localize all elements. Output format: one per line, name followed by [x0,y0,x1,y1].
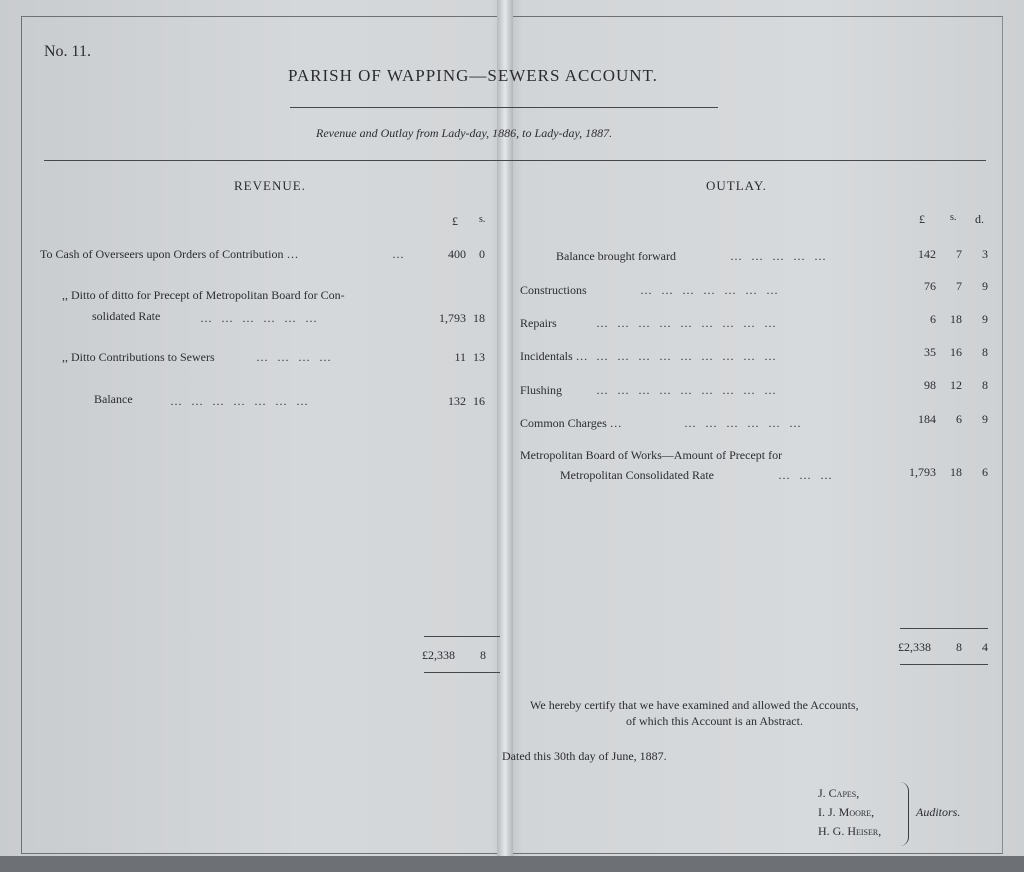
revenue-total-rule-bottom [424,672,500,673]
revenue-row-2-label-cont: solidated Rate [92,309,161,323]
outlay-row-2-pence: 9 [982,279,988,293]
certification-line-1: We hereby certify that we have examined and allowed the Accounts, [530,698,859,712]
outlay-row-7-pounds: 1,793 [909,465,936,479]
outlay-row-5-pounds: 98 [924,378,936,392]
outlay-row-1-shillings: 7 [956,247,962,261]
outlay-row-1-pence: 3 [982,247,988,261]
outlay-row-3-shillings: 18 [950,312,962,326]
outlay-row-7-shillings: 18 [950,465,962,479]
auditor-name-3: H. G. Heiser, [818,824,882,838]
outlay-row-6-pence: 9 [982,412,988,426]
outlay-row-5-pence: 8 [982,378,988,392]
outlay-row-5-shillings: 12 [950,378,962,392]
leader-dots: … … … … … [730,249,829,263]
revenue-col-shillings: s. [479,214,486,225]
revenue-row-3-label: ,, Ditto Contributions to Sewers [62,350,215,364]
outlay-row-3-pounds: 6 [930,312,936,326]
revenue-row-2-shillings: 18 [473,311,485,325]
outlay-col-pence: d. [975,212,984,226]
dated-line: Dated this 30th day of June, 1887. [502,749,667,763]
leader-dots: … … … … … … [684,416,804,430]
revenue-row-3-shillings: 13 [473,350,485,364]
leader-dots: … … … … … … … … … [596,349,779,363]
outlay-row-4-shillings: 16 [950,345,962,359]
revenue-row-3-pounds: 11 [454,350,466,364]
outlay-row-1-pounds: 142 [918,247,936,261]
revenue-row-1-label: To Cash of Overseers upon Orders of Contribution … [40,247,299,261]
leader-dots: … … … … … … … … … [596,383,779,397]
outlay-row-3-pence: 9 [982,312,988,326]
document-number: No. 11. [44,43,91,60]
outlay-row-4-pounds: 35 [924,345,936,359]
outlay-row-2-pounds: 76 [924,279,936,293]
header-rule [44,160,986,161]
revenue-row-4-shillings: 16 [473,394,485,408]
revenue-col-pounds: £ [452,214,458,228]
outlay-total-shillings: 8 [956,640,962,654]
revenue-row-4-label: Balance [94,392,133,406]
leader-dots: … … … [778,468,835,482]
outlay-row-2-shillings: 7 [956,279,962,293]
auditor-name-1: J. Capes, [818,786,860,800]
outlay-heading: OUTLAY. [706,178,767,193]
outlay-row-7-label-cont: Metropolitan Consolidated Rate [560,468,714,482]
auditor-name-2: I. J. Moore, [818,805,875,819]
outlay-row-7-label: Metropolitan Board of Works—Amount of Precept for [520,448,783,462]
leader-dots: … … … … … … … [640,283,781,297]
title-rule [290,107,718,108]
leader-dots: … … … … [256,350,334,364]
revenue-heading: REVENUE. [234,178,306,193]
revenue-row-1-shillings: 0 [479,247,485,261]
outlay-total-rule-top [900,628,988,629]
revenue-row-2-label: ,, Ditto of ditto for Precept of Metropolitan Board for Con- [62,288,345,302]
outlay-row-2-label: Constructions [520,283,587,297]
outlay-total-pence: 4 [982,640,988,654]
outlay-row-5-label: Flushing [520,383,563,397]
revenue-total-rule-top [424,636,500,637]
page-edge-shadow [0,856,1024,872]
outlay-total-rule-bottom [900,664,988,665]
auditors-brace [900,782,909,846]
outlay-row-4-label: Incidentals … [520,349,588,363]
outlay-row-1-label: Balance brought forward [556,249,676,263]
outlay-row-4-pence: 8 [982,345,988,359]
revenue-total-pounds: £2,338 [422,648,455,662]
revenue-total-shillings: 8 [480,648,486,662]
outlay-row-6-pounds: 184 [918,412,936,426]
leader-dots: … … … … … … … [170,394,311,408]
leader-dots: … … … … … … … … … [596,316,779,330]
revenue-row-2-pounds: 1,793 [439,311,466,325]
outlay-row-3-label: Repairs [520,316,557,330]
page-subtitle: Revenue and Outlay from Lady-day, 1886, to Lady-day, 1887. [316,126,613,140]
outlay-row-6-label: Common Charges … [520,416,622,430]
outlay-col-pounds: £ [919,212,925,226]
leader-dots: … [392,247,407,261]
certification-line-2: of which this Account is an Abstract. [626,714,803,728]
outlay-row-7-pence: 6 [982,465,988,479]
auditors-label: Auditors. [916,805,961,819]
leader-dots: … … … … … … [200,311,320,325]
revenue-row-4-pounds: 132 [448,394,466,408]
revenue-row-1-pounds: 400 [448,247,466,261]
outlay-total-pounds: £2,338 [898,640,931,654]
outlay-row-6-shillings: 6 [956,412,962,426]
page-title: PARISH OF WAPPING—SEWERS ACCOUNT. [288,66,658,85]
outlay-col-shillings: s. [950,212,957,223]
